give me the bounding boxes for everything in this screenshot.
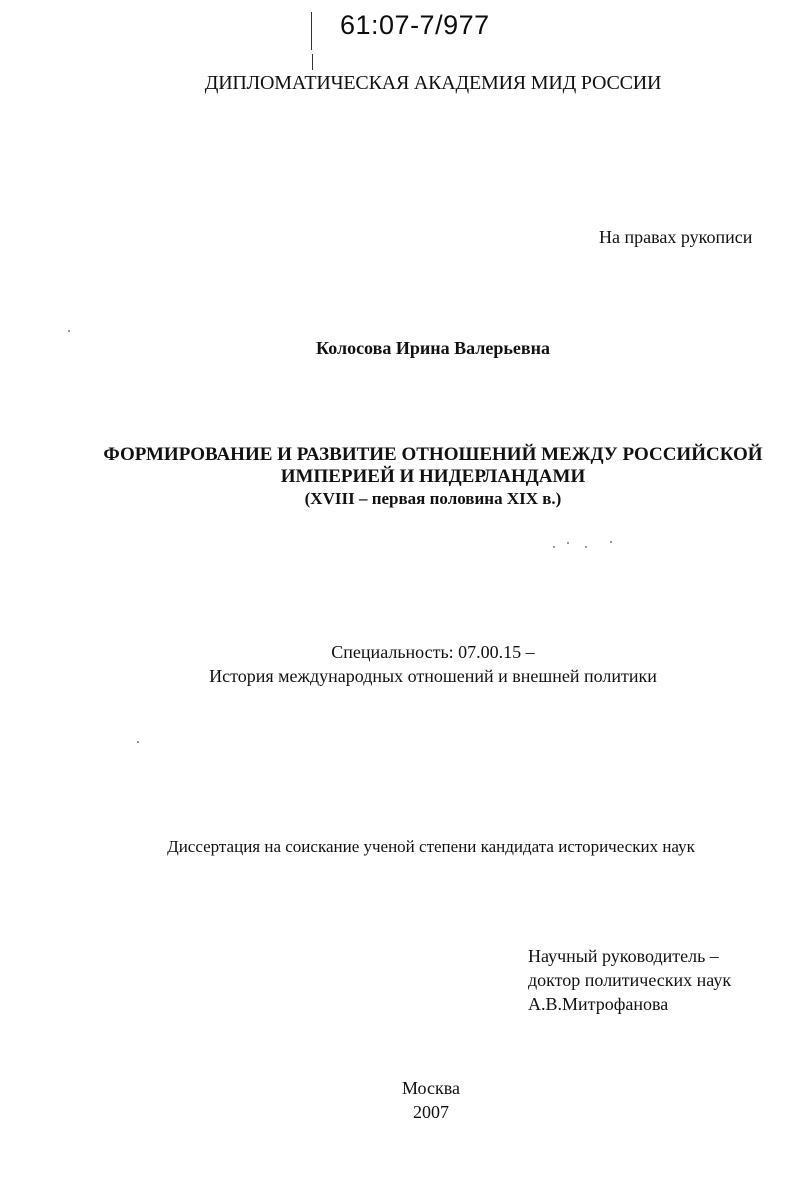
dissertation-title: [0, 444, 796, 510]
title-line-2: ИМПЕРИЕЙ И НИДЕРЛАНДАМИ: [280, 466, 586, 487]
supervisor-name: А.В.Митрофанова: [528, 994, 669, 1014]
catalog-number: 61:07-7/977: [340, 10, 490, 40]
stamp-mark: [311, 12, 312, 50]
author-name: Колосова Ирина Валерьевна: [316, 338, 550, 358]
scan-speck: [585, 546, 587, 548]
specialty: [0, 640, 796, 688]
specialty-code: Специальность: 07.00.15 –: [331, 642, 535, 662]
supervisor-role: Научный руководитель –: [528, 946, 719, 966]
manuscript-note: На правах рукописи: [599, 227, 753, 247]
scan-speck: [137, 741, 139, 743]
institution-name: ДИПЛОМАТИЧЕСКАЯ АКАДЕМИЯ МИД РОССИИ: [204, 72, 662, 94]
degree-statement: Диссертация на соискание ученой степени кандидата исторических наук: [167, 837, 695, 856]
year: 2007: [413, 1102, 449, 1122]
title-period: (XVIII – первая половина XIX в.): [304, 489, 562, 508]
scan-speck: [68, 330, 70, 332]
supervisor-block: [528, 944, 731, 1016]
supervisor-degree: доктор политических наук: [528, 970, 732, 990]
title-line-1: ФОРМИРОВАНИЕ И РАЗВИТИЕ ОТНОШЕНИЙ МЕЖДУ РОССИЙСКОЙ: [103, 444, 763, 465]
city: Москва: [402, 1078, 460, 1098]
scan-speck: [610, 541, 612, 543]
scan-speck: [553, 546, 555, 548]
scan-speck: [567, 542, 569, 544]
place-and-year: [0, 1076, 796, 1124]
stamp-mark: [312, 54, 313, 70]
specialty-name: История международных отношений и внешней политики: [209, 666, 657, 686]
